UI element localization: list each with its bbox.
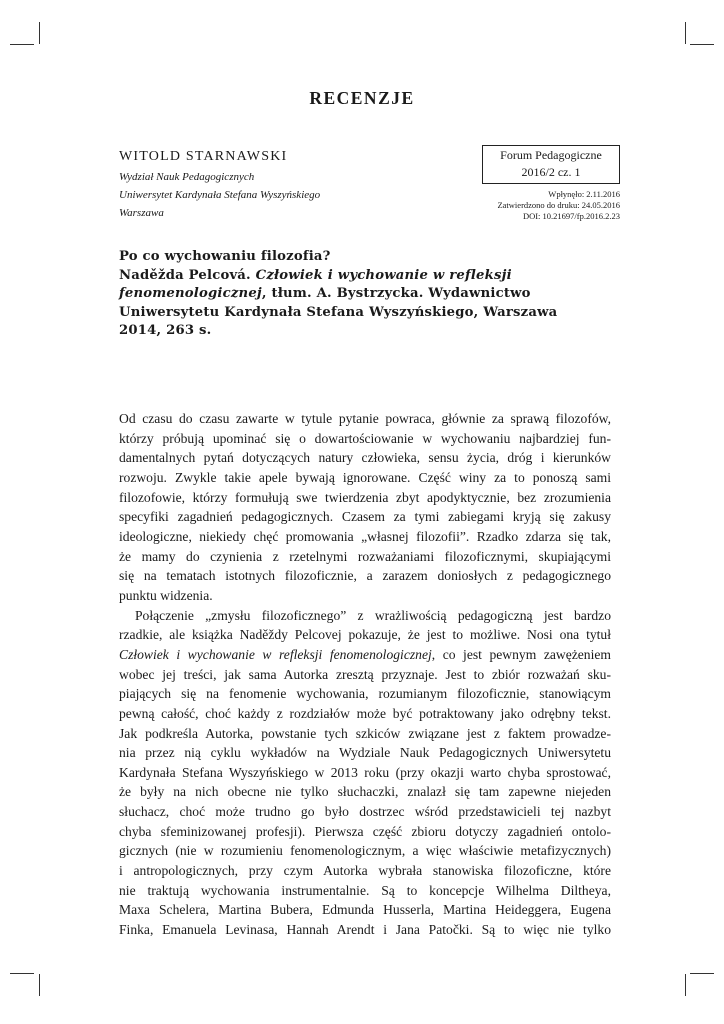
paragraph-line: się na tematach istotnych filozoficznie, a zarazem doniosłych z pedagogicznego [119, 568, 611, 584]
paragraph-line: którzy próbują upominać się o dowartościowanie w wychowaniu najbardziej fun- [119, 430, 611, 446]
paragraph-line: nie traktują wychowania instrumentalnie. Są to koncepcje Wilhelma Diltheya, [119, 882, 611, 898]
crop-mark [10, 973, 34, 974]
paragraph-line: pewną całość, choć każdy z rozdziałów może być potraktowany jako odrębny tekst. [119, 705, 611, 721]
doi: DOI: 10.21697/fp.2016.2.23 [522, 211, 620, 221]
review-body [119, 409, 611, 940]
paragraph-line: Połączenie „zmysłu filozoficznego” z wrażliwością pedagogiczną jest bardzo [135, 607, 611, 623]
crop-mark [685, 974, 686, 996]
book-author: Naděžda Pelcová. [119, 267, 256, 283]
book-title: fenomenologicznej [119, 286, 262, 301]
crop-mark [39, 974, 40, 996]
review-book-line [119, 285, 619, 304]
review-book-line [119, 267, 619, 286]
crop-mark [690, 973, 714, 974]
review-question: Po co wychowaniu filozofia? [119, 249, 331, 264]
paragraph-line: Kardynała Stefana Wyszyńskiego w 2013 roku (przy okazji warto chyba sprostować, [119, 764, 611, 780]
line-continuation: , co jest pewnym zawężeniem [431, 646, 611, 662]
author-affiliation-line: Uniwersytet Kardynała Stefana Wyszyńskiego [119, 189, 321, 201]
author-name: WITOLD STARNAWSKI [119, 149, 288, 164]
received-date: Wpłynęło: 2.11.2016 [548, 189, 620, 199]
paragraph-line: i antropologicznych, przy czym Autorka wybrała stanowiska filozoficzne, które [119, 863, 611, 879]
book-title: Człowiek i wychowanie w refleksji [255, 267, 512, 283]
paragraph-line: Od czasu do czasu zawarte w tytule pytanie powraca, głównie za sprawą filozofów, [119, 411, 611, 426]
paragraph-line: że były na nich obecne nie tylko słuchaczki, znalazł się tam zapewne niejeden [119, 784, 611, 800]
journal-name: Forum Pedagogiczne [500, 148, 602, 162]
author-affiliation-line: Warszawa [119, 207, 164, 219]
paragraph-line: piających się na fenomenie wychowania, rozumianym filozoficznie, stanowiącym [119, 686, 611, 702]
crop-mark [685, 22, 686, 44]
paragraph-line: że mamy do czynienia z rzetelnymi rozważaniami filozoficznymi, skupiającymi [119, 548, 611, 564]
paragraph-line: słuchacz, choć może trudno go było dostrzec wśród przedstawicieli tej nazbyt [119, 804, 611, 820]
paragraph-line: wobec jej treści, jak sama Autorka zresztą przyznaje. Jest to zbiór rozważań sku- [119, 666, 611, 682]
paragraph-line: rozwoju. Zwykle takie apele bywają ignorowane. Część winy za to ponoszą sami [119, 469, 611, 485]
approved-date: Zatwierdzono do druku: 24.05.2016 [497, 200, 620, 210]
section-heading: RECENZJE [309, 88, 415, 108]
paragraph-line [119, 645, 611, 665]
paragraph-line: filozofowie, którzy formułują swe twierdzenia zbyt apodyktycznie, bez zrozumienia [119, 489, 611, 505]
journal-issue: 2016/2 cz. 1 [521, 165, 581, 179]
crop-mark [39, 22, 40, 44]
paragraph-line: specyfiki zagadnień pedagogicznych. Czasem za tymi zabiegami kryją się zakusy [119, 509, 611, 525]
paragraph-line: punktu widzenia. [119, 587, 213, 603]
publication-meta [497, 189, 620, 222]
author-affiliation-line: Wydział Nauk Pedagogicznych [119, 171, 255, 183]
crop-mark [10, 44, 34, 45]
paragraph-line: ideologiczne, niekiedy chęć promowania „własnej filozofii”. Rzadko zdarza się tak, [119, 528, 611, 544]
book-year-pages: 2014, 263 s. [119, 323, 212, 338]
paragraph-line: rzadkie, ale książka Naděždy Pelcovej pokazuje, że jest to możliwe. Nosi ona tytuł [119, 627, 611, 643]
paragraph-line: Finka, Emanuela Levinasa, Hannah Arendt i Jana Patočki. Są to więc nie tylko [119, 922, 611, 938]
book-translator-publisher: , tłum. A. Bystrzycka. Wydawnictwo [261, 286, 531, 301]
book-publisher: Uniwersytetu Kardynała Stefana Wyszyńskiego, Warszawa [119, 304, 558, 320]
author-block [119, 148, 439, 222]
journal-box [482, 145, 620, 184]
paragraph-line: Maxa Schelera, Martina Bubera, Edmunda Husserla, Martina Heideggera, Eugena [119, 902, 611, 918]
crop-mark [690, 44, 714, 45]
paragraph-line: gicznych (nie w rozumieniu fenomenologicznym, a więc właściwie metafizycznych) [119, 843, 611, 859]
paragraph-line: nia przez nią cyklu wykładów na Wydziale Nauk Pedagogicznych Uniwersytetu [119, 745, 611, 761]
book-title-inline: Człowiek i wychowanie w refleksji fenomenologicznej [119, 646, 432, 662]
review-title [119, 248, 619, 341]
paragraph-line: Jak podkreśla Autorka, powstanie tych szkiców związane jest z faktem prowadze- [119, 725, 611, 741]
paragraph-line: chyba sfeminizowanej profesji). Pierwsza część zbioru dotyczy zagadnień ontolo- [119, 823, 611, 839]
paragraph-line: damentalnych pytań dotyczących natury człowieka, sensu życia, dróg i kierunków [119, 450, 611, 466]
